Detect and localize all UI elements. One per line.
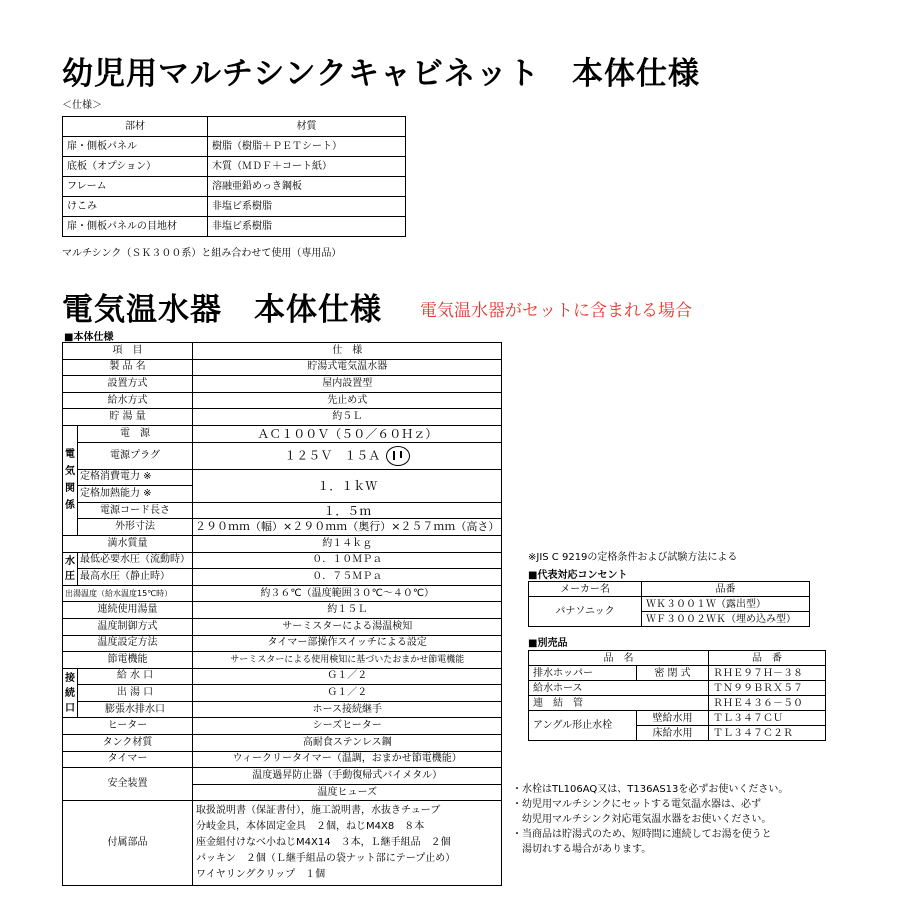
row-value: ホース接続継手 [193,701,502,718]
table-row [63,442,502,469]
row-value: 温度ヒューズ [193,784,502,801]
row-label: タンク材質 [63,735,193,752]
table-row [63,668,502,685]
part-cell: 底板（オプション） [63,157,208,177]
table-row [529,666,826,681]
row-value: 約５Ｌ [193,409,502,426]
sold-item: 給水ホース [529,681,709,696]
table-row [63,343,502,360]
sold-separately-label: ■別売品 [528,638,568,649]
table-row [63,469,502,486]
row-value: 貯湯式電気温水器 [193,359,502,376]
table-row [63,425,502,442]
table-row [63,701,502,718]
material-table [62,116,406,237]
table-row [529,597,810,612]
row-value: 約１５Ｌ [193,602,502,619]
row-label: 出 湯 口 [78,685,193,702]
part-cell: けこみ [63,197,208,217]
table-row [63,177,406,197]
header-item: 項 目 [63,343,193,360]
cabinet-note: マルチシンク（ＳＫ３００系）と組み合わせて使用（専用品） [62,248,342,259]
part-cell: 扉・側板パネルの目地材 [63,217,208,237]
row-label: 付属部品 [63,801,193,886]
row-value: ＡＣ１００Ｖ（５０／６０Ｈｚ） [193,425,502,442]
material-cell: 樹脂（樹脂＋ＰＥＴシート） [208,137,406,157]
connection-group-label: 接続口 [63,668,78,718]
header-spec: 仕 様 [193,343,502,360]
row-label: 給 水 口 [78,668,193,685]
plug-icon [386,446,410,466]
row-value: シーズヒーター [193,718,502,735]
table-row [63,197,406,217]
row-value: 温度過昇防止器（手動復帰式バイメタル） [193,768,502,785]
table-row [63,751,502,768]
table-row [63,359,502,376]
outlet-label: ■代表対応コンセント [528,570,628,581]
note-line: 幼児用マルチシンク対応電気温水器をお使いください。 [512,814,772,825]
table-row [529,696,826,711]
sold-part-number: ＲＨＥ４３６－５０ [709,696,826,711]
part-cell: フレーム [63,177,208,197]
sold-part-number: ＴＮ９９ＢＲＸ５７ [709,681,826,696]
sold-header: 品 名 [529,651,709,666]
outlet-table [528,581,810,627]
table-row [63,157,406,177]
row-label: 最低必要水圧（流動時） [78,552,193,569]
row-value: タイマー部操作スイッチによる設定 [193,635,502,652]
accessory-line: 分岐金具，本体固定金具 ２個，ねじM4X8 ８本 [196,821,425,833]
table-row [529,711,826,726]
accessory-line: ワイヤリングクリップ １個 [196,869,326,881]
sold-item: 連 結 管 [529,696,709,711]
table-row [63,502,502,519]
sold-item: アングル形止水栓 [529,711,637,741]
table-row [63,137,406,157]
row-label: 定格加熱能力 ※ [78,486,193,503]
sold-type: 床給水用 [637,726,709,741]
table-row [529,681,826,696]
note-line: ・当商品は貯湯式のため、短時間に連続してお湯を使うと [512,829,772,840]
material-cell: 非塩ビ系樹脂 [208,217,406,237]
table-row [63,801,502,886]
row-value: Ｇ１／２ [193,685,502,702]
row-value: 約１４ｋｇ [193,535,502,552]
note-line: ・幼児用マルチシンクにセットする電気温水器は、必ず [512,799,762,810]
row-label: 定格消費電力 ※ [78,469,193,486]
row-value: サーミスターによる湯温検知 [193,618,502,635]
table-row [63,569,502,586]
row-label: タイマー [63,751,193,768]
spec-label: ＜仕様＞ [62,100,102,111]
header-part: 部材 [63,117,208,137]
jis-note: ※JIS C 9219の定格条件および試験方法による [528,552,738,563]
row-label: 外形寸法 [78,519,193,536]
table-row [63,718,502,735]
table-row [63,519,502,536]
table-row [63,585,502,602]
table-row [63,618,502,635]
outlet-item: ＷＫ３００１Ｗ（露出型） [642,597,810,612]
header-material: 材質 [208,117,406,137]
outlet-maker: パナソニック [529,597,642,627]
usage-notes [512,782,788,857]
accessory-line: パッキン ２個（Ｌ継手組品の袋ナット部にテープ止め） [196,853,456,865]
row-label: 最高水圧（静止時） [78,569,193,586]
material-cell: 非塩ビ系樹脂 [208,197,406,217]
accessory-line: 取扱説明書（保証書付），施工説明書，水抜きチューブ [196,805,441,817]
material-cell: 木質（ＭＤＦ＋コート紙） [208,157,406,177]
table-row [63,735,502,752]
row-value: 屋内設置型 [193,376,502,393]
row-value: サーミスターによる使用検知に基づいたおまかせ節電機能 [193,652,502,669]
table-row [63,635,502,652]
table-row [63,117,406,137]
row-value: １．１ｋＷ [193,469,502,502]
row-label: 給水方式 [63,392,193,409]
row-value: ０．１０ＭＰａ [193,552,502,569]
row-value: ２９０ｍｍ（幅）×２９０ｍｍ（奥行）×２５７ｍｍ（高さ） [193,519,502,536]
pressure-group-label: 水圧 [63,552,78,585]
cabinet-title: 幼児用マルチシンクキャビネット 本体仕様 [62,56,700,92]
sold-part-number: ＴＬ３４７Ｃ２Ｒ [709,726,826,741]
table-row [63,602,502,619]
row-label: 節電機能 [63,652,193,669]
note-line: ・水栓はTL106AQ又は、T136AS13を必ずお使いください。 [512,784,789,795]
row-value: 先止め式 [193,392,502,409]
sold-item: 排水ホッパー [529,666,637,681]
table-row [63,409,502,426]
row-label: 膨張水排水口 [78,701,193,718]
row-label: 貯 湯 量 [63,409,193,426]
table-row [63,768,502,785]
row-label: 安全装置 [63,768,193,801]
accessory-line: 座金組付けなべ小ねじM4X14 ３本，Ｌ継手組品 ２個 [196,837,451,849]
row-label: 製 品 名 [63,359,193,376]
table-row [63,685,502,702]
accessories-cell [193,801,502,886]
sold-part-number: ＲＨＥ９７Ｈ－３８ [709,666,826,681]
table-row [63,552,502,569]
table-row [63,652,502,669]
table-row [63,376,502,393]
row-value: 約３６℃（温度範囲３０℃～４０℃） [193,585,502,602]
heater-red-note: 電気温水器がセットに含まれる場合 [420,301,692,321]
electrical-group-label: 電気関係 [63,425,78,535]
row-label: ヒーター [63,718,193,735]
outlet-item: ＷＦ３００２ＷＫ（埋め込み型） [642,612,810,627]
material-cell: 溶融亜鉛めっき鋼板 [208,177,406,197]
row-label: 温度制御方式 [63,618,193,635]
sold-type: 密 閉 式 [637,666,709,681]
part-cell: 扉・側板パネル [63,137,208,157]
note-line: 湯切れする場合があります。 [512,844,652,855]
table-row [529,651,826,666]
row-label: 連続使用湯量 [63,602,193,619]
table-row [63,392,502,409]
row-label: 設置方式 [63,376,193,393]
sold-type: 壁給水用 [637,711,709,726]
plug-value: １２５Ｖ １５Ａ [284,448,381,463]
row-label: 出湯温度（給水温度15℃時） [63,585,193,602]
heater-title: 電気温水器 本体仕様 [62,292,382,328]
sold-separately-table [528,650,826,741]
row-value: Ｇ１／２ [193,668,502,685]
table-row [529,582,810,597]
row-label: 電源コード長さ [78,502,193,519]
outlet-header: 品番 [642,582,810,597]
row-value: 高耐食ステンレス鋼 [193,735,502,752]
row-value: ウィークリータイマー（温調，おまかせ節電機能） [193,751,502,768]
table-row [63,535,502,552]
sold-part-number: ＴＬ３４７ＣＵ [709,711,826,726]
plug-value-cell [193,442,502,469]
sold-header: 品 番 [709,651,826,666]
row-label: 満水質量 [63,535,193,552]
row-label: 電源プラグ [78,442,193,469]
row-label: 電 源 [78,425,193,442]
row-value: １．５ｍ [193,502,502,519]
table-row [63,217,406,237]
row-label: 温度設定方法 [63,635,193,652]
heater-spec-table [62,342,502,886]
section-label: ■本体仕様 [64,332,114,343]
outlet-header: メーカー名 [529,582,642,597]
row-value: ０．７５ＭＰａ [193,569,502,586]
